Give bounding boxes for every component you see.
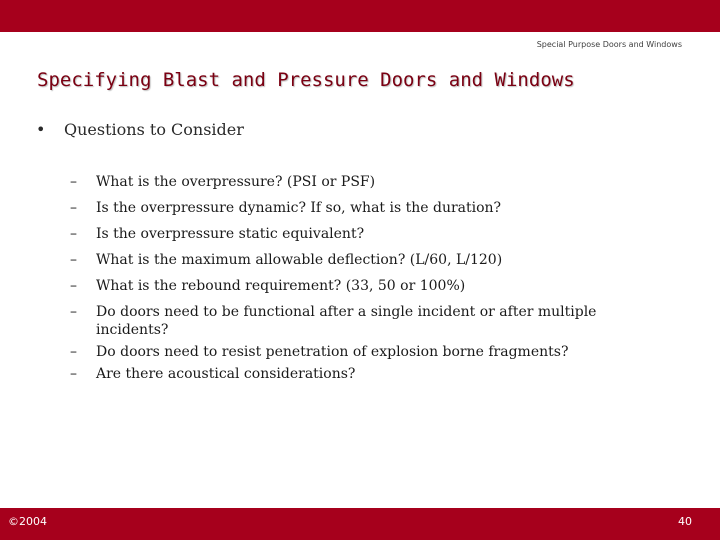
bullet-dot-icon: •: [36, 120, 46, 139]
sub-bullet-item: – Is the overpressure static equivalent?: [70, 225, 640, 243]
page-number: 40: [678, 515, 692, 528]
main-bullet-text: Questions to Consider: [64, 120, 244, 139]
sub-bullet-item: – Do doors need to be functional after a single incident or after multiple incidents?: [70, 303, 640, 339]
bottom-banner: [0, 508, 720, 540]
sub-bullet-item: – What is the rebound requirement? (33, 50 or 100%): [70, 277, 640, 295]
sub-bullet-item: – What is the maximum allowable deflection? (L/60, L/120): [70, 251, 640, 269]
copyright-text: ©2004: [8, 515, 47, 528]
sub-bullet-item: – Are there acoustical considerations?: [70, 365, 640, 383]
sub-bullet-list: [70, 173, 640, 387]
sub-bullet-item: – What is the overpressure? (PSI or PSF): [70, 173, 640, 191]
top-banner: [0, 0, 720, 32]
sub-bullet-item: – Is the overpressure dynamic? If so, what is the duration?: [70, 199, 640, 217]
sub-bullet-item: – Do doors need to resist penetration of explosion borne fragments?: [70, 343, 640, 361]
slide-title: Specifying Blast and Pressure Doors and Windows: [37, 69, 575, 91]
section-label: Special Purpose Doors and Windows: [536, 40, 682, 49]
